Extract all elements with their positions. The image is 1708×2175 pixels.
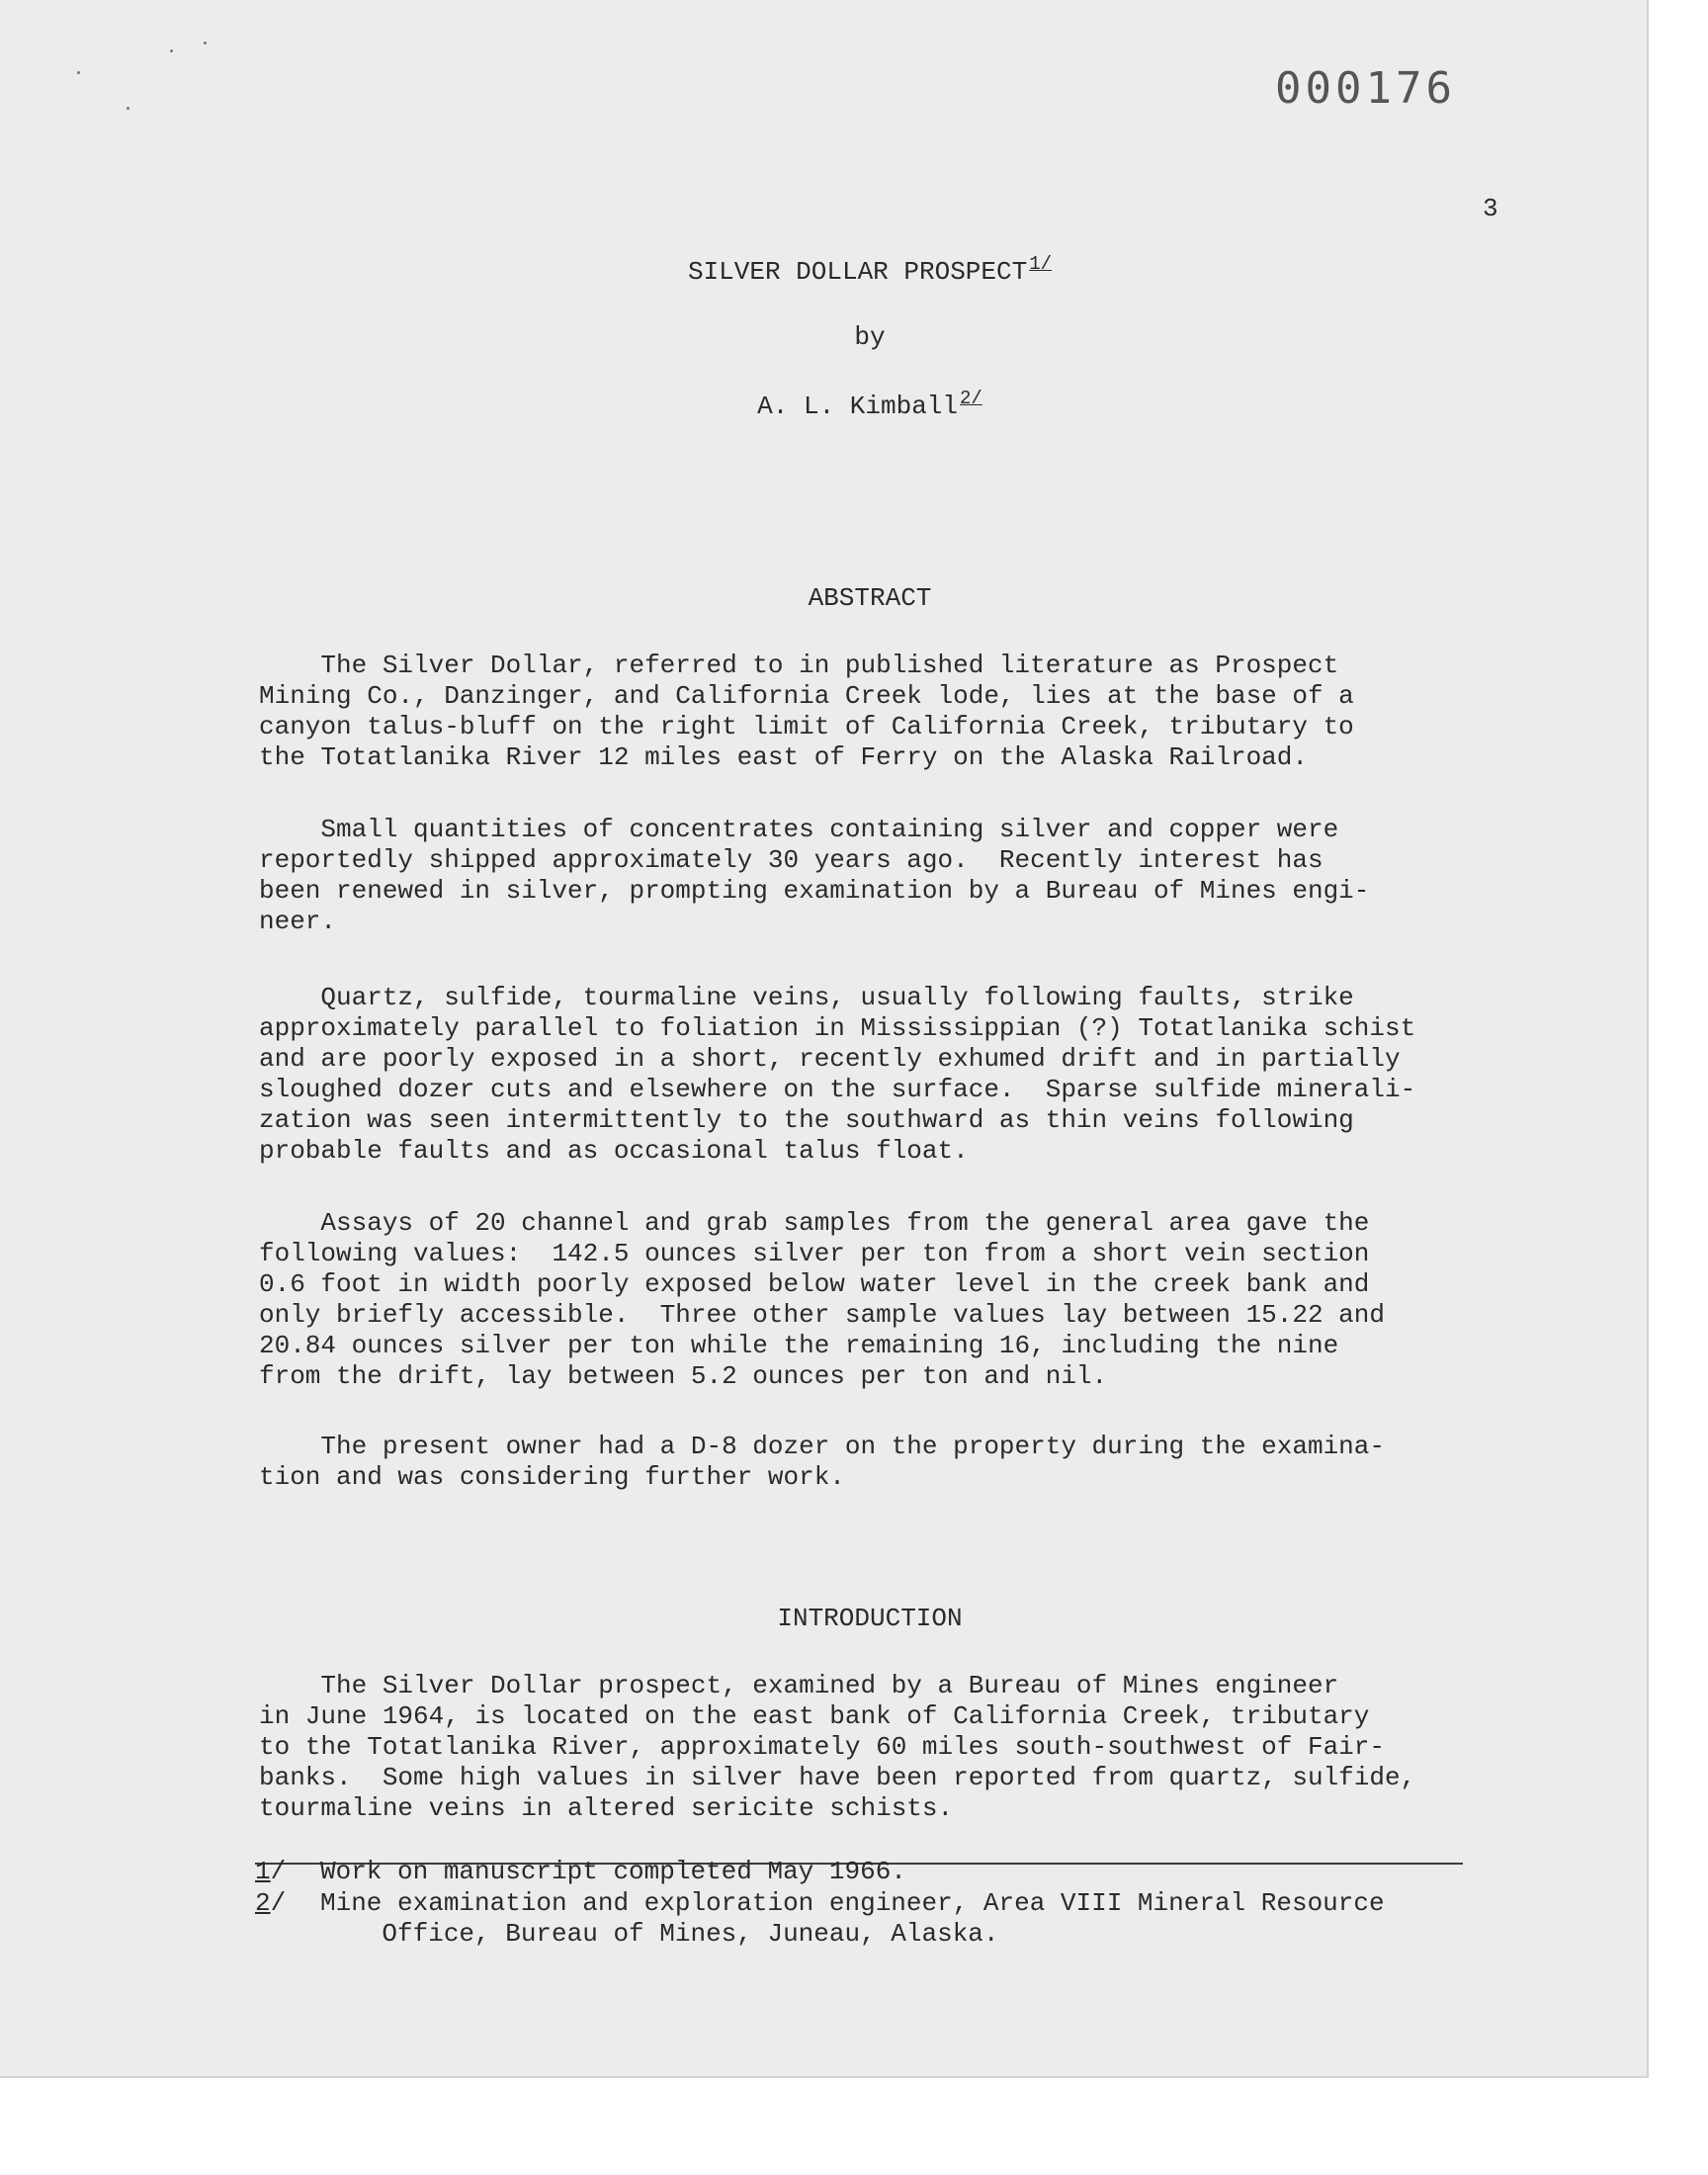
scan-speck bbox=[77, 71, 80, 74]
title-text: SILVER DOLLAR PROSPECT bbox=[687, 257, 1028, 287]
author-name: A. L. Kimball bbox=[757, 392, 959, 421]
footnote-1 bbox=[255, 1857, 1491, 1887]
abstract-paragraph-1: The Silver Dollar, referred to in published literature as Prospect Mining Co., Danzinger, and California Creek lode, lies at the base of a canyon talus-bluff on the right limit of California Creek, tributary to the Totatlanika River 12 miles east of Ferry on the Alaska Railroad. bbox=[259, 651, 1354, 772]
scan-speck bbox=[127, 107, 129, 110]
abstract-paragraph-5: The present owner had a D-8 dozer on the property during the examina- tion and was considering further work. bbox=[259, 1432, 1385, 1492]
abstract-paragraph-2: Small quantities of concentrates containing silver and copper were reportedly shipped approximately 30 years ago. Recently interest has been renewed in silver, prompting examination by a Bureau of Mines engi- neer. bbox=[259, 815, 1370, 936]
footnote-mark: 1/ bbox=[255, 1857, 287, 1886]
document-number: 000176 bbox=[1275, 63, 1456, 114]
footnote-2 bbox=[255, 1888, 1491, 1950]
author-footnote-ref: 2/ bbox=[960, 388, 982, 409]
abstract-paragraph-3: Quartz, sulfide, tourmaline veins, usually following faults, strike approximately parallel to foliation in Mississippian (?) Totatlanika schist and are poorly exposed in a short, recently exhumed drift and in partially sloughed dozer cuts and elsewhere on the surface. Sparse sulfide minerali- zation was seen intermittently to the southward as thin veins following probable faults and as occasional talus float. bbox=[259, 983, 1416, 1166]
introduction-heading: INTRODUCTION bbox=[777, 1604, 963, 1633]
scan-speck bbox=[204, 42, 207, 44]
document-title bbox=[0, 253, 1708, 287]
title-footnote-ref: 1/ bbox=[1029, 253, 1053, 275]
author-line bbox=[0, 388, 1708, 421]
byline: by bbox=[854, 322, 886, 352]
footnote-mark: 2/ bbox=[255, 1888, 287, 1918]
footnote-text: Work on manuscript completed May 1966. bbox=[320, 1857, 906, 1886]
footnote-text: Mine examination and exploration engineer, Area VIII Mineral Resource Office, Bureau of Mines, Juneau, Alaska. bbox=[320, 1888, 1385, 1949]
abstract-heading: ABSTRACT bbox=[808, 583, 932, 613]
abstract-paragraph-4: Assays of 20 channel and grab samples from the general area gave the following values: 142.5 ounces silver per ton from a short vein section 0.6 foot in width poorly exposed below water level in the creek bank and only briefly accessible. Three other sample values lay between 15.22 and 20.84 ounces silver per ton while the remaining 16, including the nine from the drift, lay between 5.2 ounces per ton and nil. bbox=[259, 1208, 1385, 1391]
page-number: 3 bbox=[1483, 194, 1498, 223]
introduction-paragraph-1: The Silver Dollar prospect, examined by a Bureau of Mines engineer in June 1964, is located on the east bank of California Creek, tributary to the Totatlanika River, approximately 60 miles south-southwest of Fair- banks. Some high values in silver have been reported from quartz, sulfide, tourmaline veins in altered sericite schists. bbox=[259, 1671, 1416, 1823]
scan-speck bbox=[170, 49, 173, 52]
